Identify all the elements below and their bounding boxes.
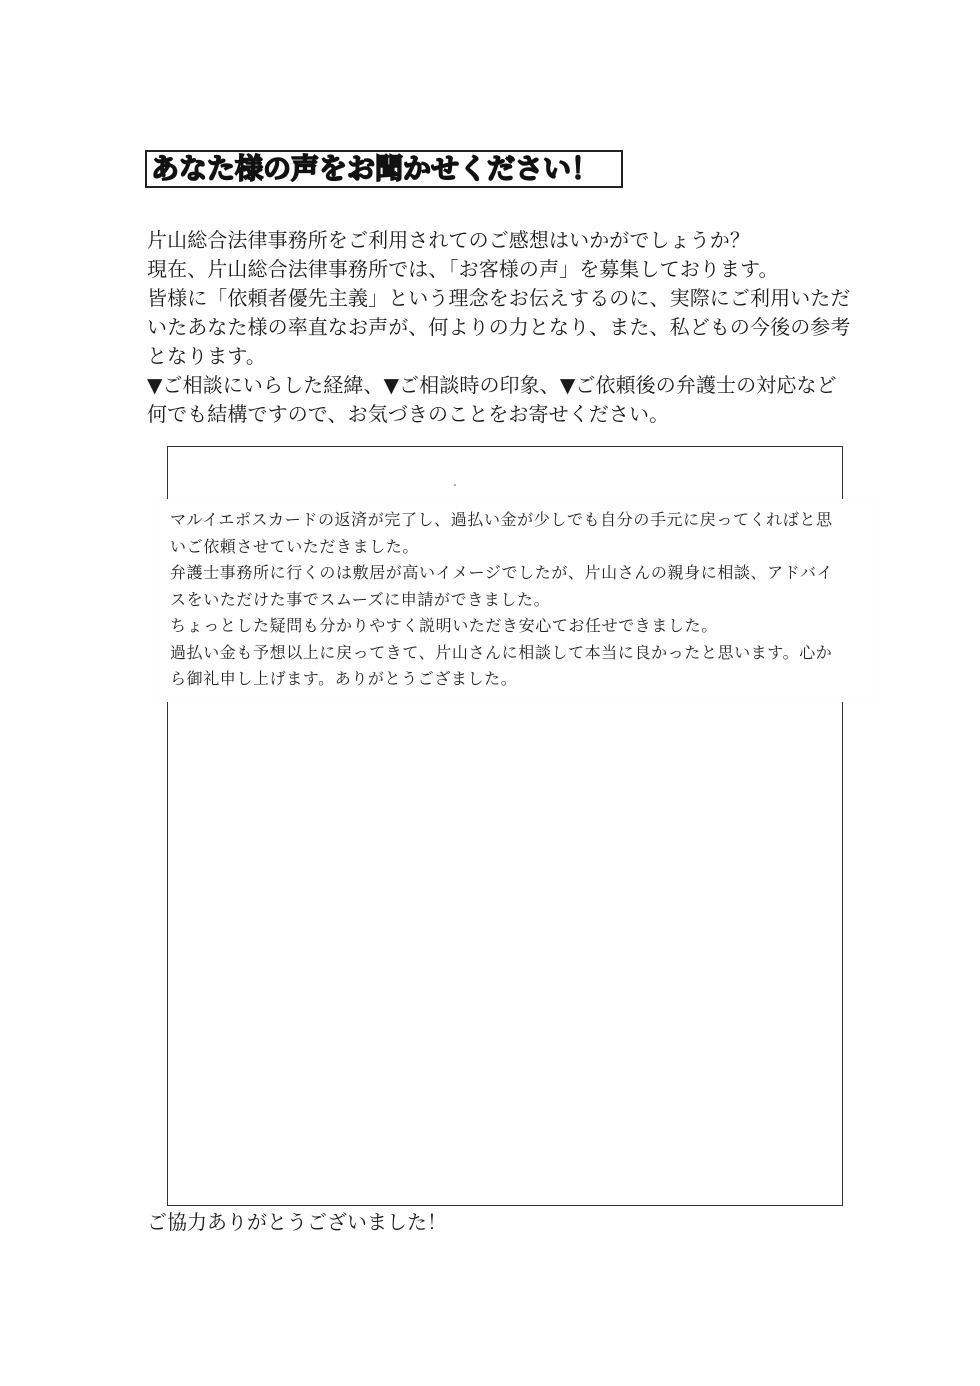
intro-line: 皆様に「依頼者優先主義」という理念をお伝えするのに、実際にご利用いただ (147, 286, 851, 310)
intro-line: ▼ご相談にいらした経緯、▼ご相談時の印象、▼ご依頼後の弁護士の対応など (147, 373, 837, 397)
scan-speck (454, 484, 456, 486)
response-line: ちょっとした疑問も分かりやすく説明いただき安心てお任せできました。 (170, 616, 718, 635)
response-line: スをいただけた事でスムーズに申請ができました。 (170, 589, 551, 609)
intro-line: となります。 (147, 344, 266, 368)
customer-response (170, 507, 880, 693)
page-title: あなた様の声をお聞かせください！ (151, 152, 600, 185)
response-line: いご依頼させていただきました。 (170, 536, 420, 556)
response-line: ら御礼申し上げます。ありがとうござました。 (170, 669, 518, 688)
heading-box (145, 150, 623, 188)
intro-paragraph (147, 226, 867, 429)
response-line: 過払い金も予想以上に戻ってきて、片山さんに相談して本当に良かったと思います。心か (170, 642, 833, 662)
response-line: 弁護士事務所に行くのは敷居が高いイメージでしたが、片山さんの親身に相談、アドバイ (170, 563, 834, 582)
intro-line: 現在、片山総合法律事務所では、「お客様の声」を募集しております。 (147, 257, 779, 281)
intro-line: 片山総合法律事務所をご利用されてのご感想はいかがでしょうか？ (147, 228, 750, 252)
closing-message: ご協力ありがとうございました！ (147, 1210, 447, 1234)
response-line: マルイエポスカードの返済が完了し、過払い金が少しでも自分の手元に戻ってくればと思 (170, 510, 833, 529)
intro-line: いたあなた様の率直なお声が、何よりの力となり、また、私どもの今後の参考 (147, 315, 851, 339)
intro-line: 何でも結構ですので、お気づきのことをお寄せください。 (147, 402, 670, 426)
